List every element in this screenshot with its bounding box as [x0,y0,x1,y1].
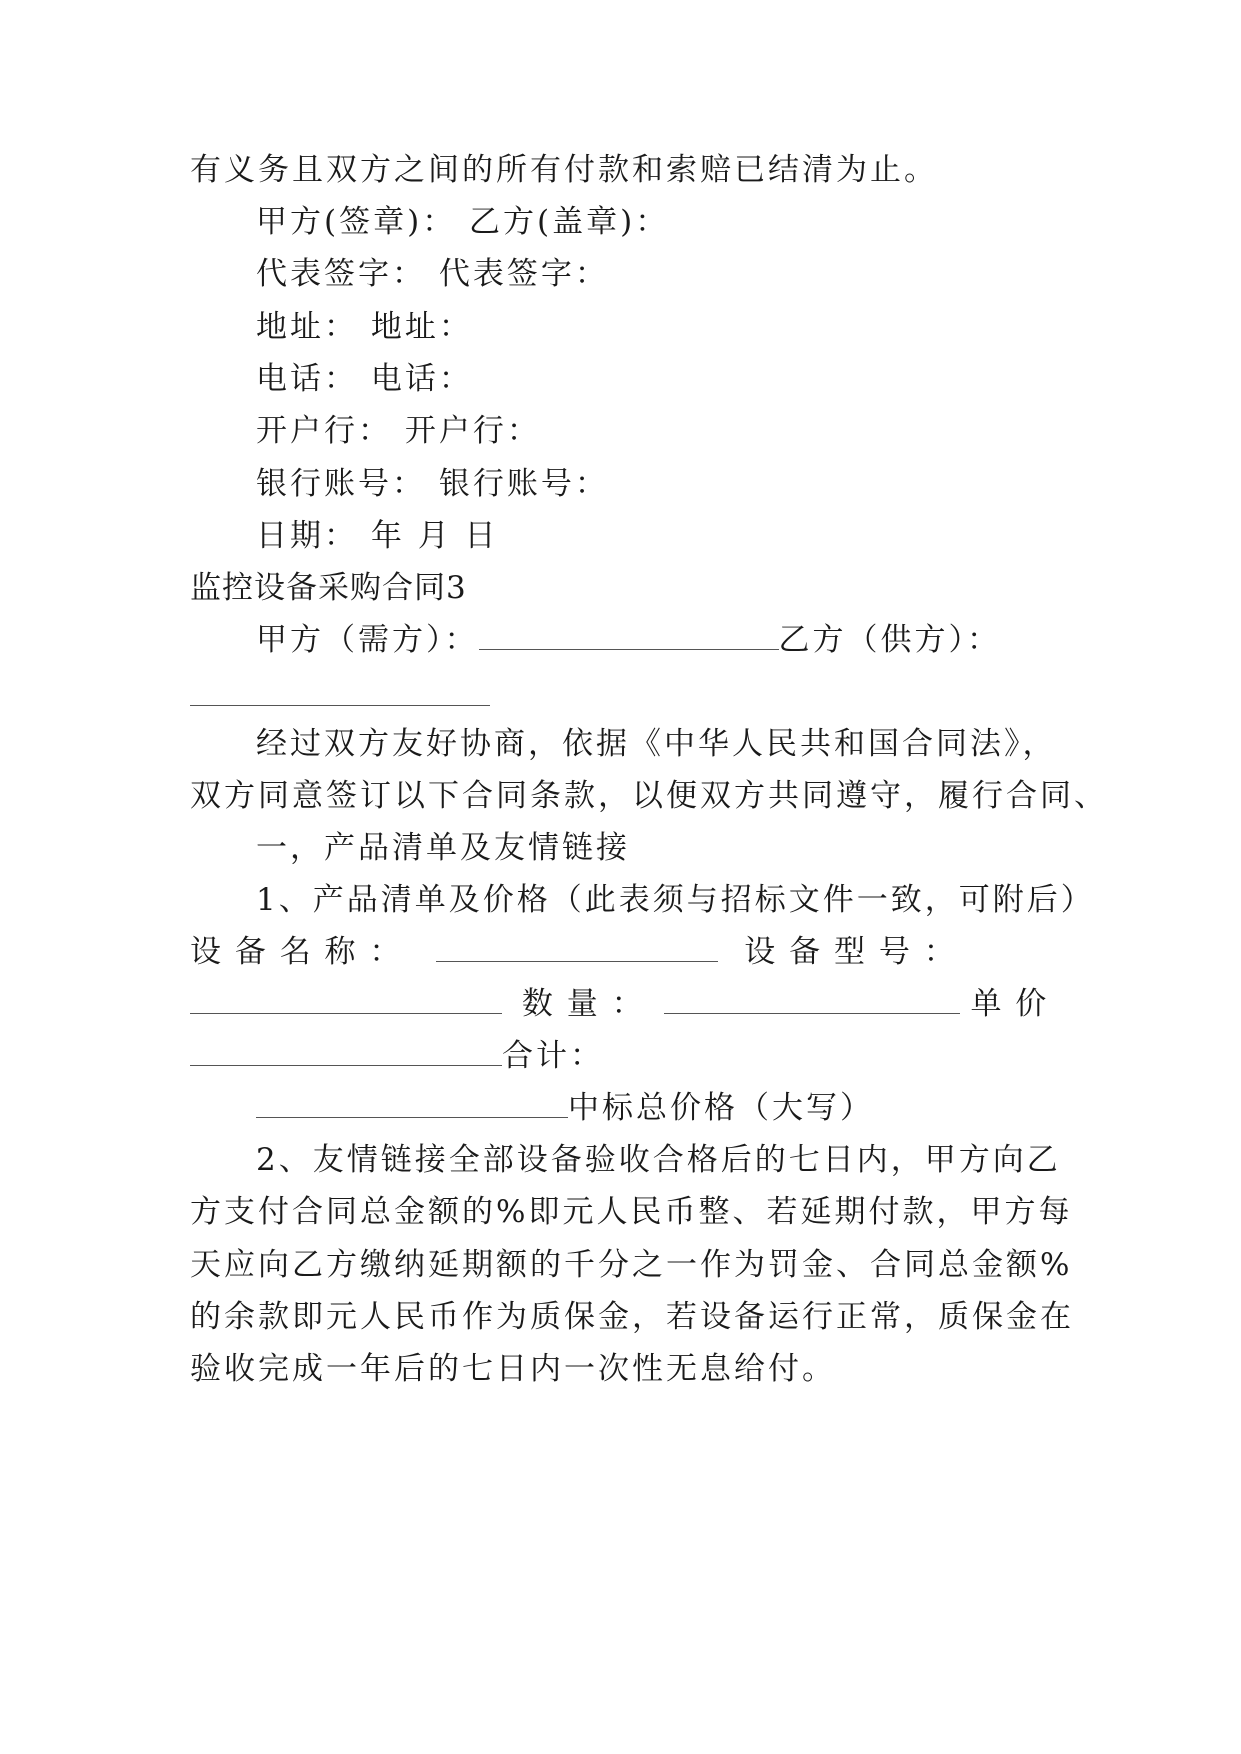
text-line-product-price-list: 1、产品清单及价格（此表须与招标文件一致，可附后） [256,882,1095,918]
equipment-name-label: 设 备 名 称 ： [190,934,403,970]
winning-bid-price-label: 中标总价格（大写） [568,1090,874,1126]
section-title-contract-3: 监控设备采购合同3 [190,570,467,606]
quantity-label: 数 量 ： [521,986,645,1022]
text-line-quantity-unit-price [190,984,1048,1024]
heading-product-list: 一，产品清单及友情链接 [256,830,630,866]
text-line-representative-signatures: 代表签字： 代表签字： [256,256,609,292]
total-blank [256,1091,568,1118]
supplier-label: 乙方（供方）： [778,622,1001,658]
text-line-payment-clause-4: 的余款即元人民币作为质保金，若设备运行正常，质保金在 [190,1299,1074,1335]
text-line-payment-clause-1: 2、友情链接全部设备验收合格后的七日内，甲方向乙 [256,1142,1061,1178]
supplier-blank-continued [190,705,490,706]
text-line-addresses: 地址： 地址： [256,309,473,345]
equipment-name-blank [436,935,718,962]
text-line-agreement: 双方同意签订以下合同条款，以便双方共同遵守，履行合同、 [190,778,1108,814]
text-line-bank-names: 开户行： 开户行： [256,413,541,449]
text-line-equipment-fields [190,932,957,972]
text-line-date: 日期： 年 月 日 [256,518,499,554]
text-line-phones: 电话： 电话： [256,361,473,397]
text-line-payment-clause-3: 天应向乙方缴纳延期额的千分之一作为罚金、合同总金额% [190,1247,1073,1283]
text-line-unit-price-total [190,1036,604,1076]
text-line-payment-clause-2: 方支付合同总金额的%即元人民币整、若延期付款，甲方每 [190,1194,1073,1230]
text-line-negotiation: 经过双方友好协商，依据《中华人民共和国合同法》， [256,726,1057,762]
buyer-blank [479,623,779,650]
equipment-model-blank [190,987,502,1014]
unit-price-blank [190,1039,502,1066]
text-line-payment-clause-5: 验收完成一年后的七日内一次性无息给付。 [190,1351,836,1387]
text-line-winning-bid-price [256,1088,874,1128]
quantity-blank [664,987,960,1014]
total-label: 合计： [502,1038,604,1074]
text-line-obligations-settled: 有义务且双方之间的所有付款和索赔已结清为止。 [190,152,938,188]
text-line-bank-accounts: 银行账号： 银行账号： [256,466,609,502]
text-line-party-seals: 甲方(签章)： 乙方(盖章)： [256,204,670,240]
text-line-parties-header [256,620,1001,660]
buyer-label: 甲方（需方）： [256,622,479,658]
equipment-model-label: 设 备 型 号 ： [744,934,957,970]
unit-price-label: 单 价 [970,986,1049,1022]
